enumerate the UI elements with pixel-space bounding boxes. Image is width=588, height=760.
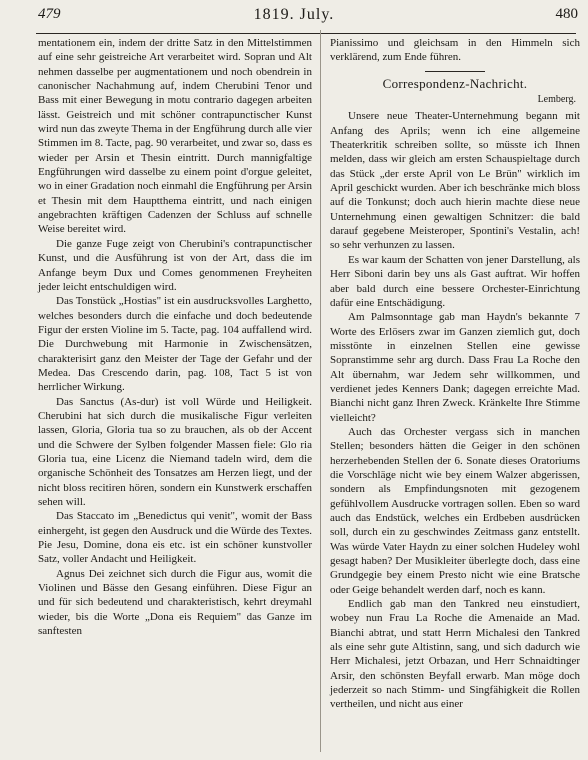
- dateline-place: Lemberg.: [537, 94, 576, 106]
- paragraph: mentationem ein, indem der dritte Satz in den Mittelstimmen auf eine sehr geistreiche Art verarbeitet wird. Sopran und Alt nehmen dasselbe per augmentationem und noch obendrein in canonischer Nachahmung auf, indem Cherubini Tenor und Bass mit einer Bewegung in motu contrario dagegen arbeiten lässt. Geistreich und mit schöner contrapunctischer Kunst wird nun das zweyte Thema in der Engführung durch alle vier Stimmen im 8. Tacte, pag. 90 verarbeitet, und zwar so, dass es wieder per Arsin et Thesin eintritt. Durch mannigfaltige Engführungen wird dasselbe zu einem point d'orgue geleitet, wo in einer Gradation noch einmahl die Engführung per Arsin et Thesin mit dem Hauptthema eintritt, und nach einigen angebrachten kräftigen Cadenzen der Schluss auf schnelle Weise bereitet wird.: [38, 37, 312, 236]
- page-number-right: 480: [555, 6, 578, 22]
- left-column: [38, 36, 312, 638]
- section-title: Correspondenz-Nachricht.: [382, 75, 528, 91]
- paragraph: Es war kaum der Schatten von jener Darstellung, als Herr Siboni darin bey uns als Gast auftrat. Wir hoffen aber bald durch eine bessere Orchester-Einrichtung dafür eine Entschädigung.: [330, 253, 580, 309]
- paragraph: Das Sanctus (As-dur) ist voll Würde und Heiligkeit. Cherubini hat sich durch die musikalische Figur verleiten lassen, Gloria, Gloria tua so zu brauchen, als ob der Accent und die Schwere der Sylben folgender Massen fiele: Glo ria Gloria tua, eine Licenz die Niemand tadeln wird, dem die organische Schönheit des Tonsatzes am Herzen liegt, und der nicht bloss recitiren hören, sondern ein Kunstwerk erschaffen sehen will.: [38, 395, 312, 508]
- column-divider: [320, 30, 321, 752]
- running-header: [0, 4, 588, 34]
- paragraph: Endlich gab man den Tankred neu einstudiert, wobey nun Frau La Roche die Amenaide an Mad. Bianchi abtrat, und statt Herrn Michalesi den Tankred als eine sehr gute Altistinn, sang, und sich dadurch wie Herr Michalesi, jetzt Orbazan, und Herr Schnaidtinger Arsir, den schönsten Beyfall erwarb. Man möge doch jederzeit so nach Stimm- und Singfähigkeit die Rollen vertheilen, und nicht aus einer: [330, 598, 580, 711]
- header-rule: [36, 33, 576, 34]
- paragraph: Am Palmsonntage gab man Haydn's bekannte 7 Worte des Erlösers zwar im Ganzen ziemlich gut, doch misstönte in einzelnen Stellen eine gewisse Sopranstimme sehr arg durch. Dass Frau La Roche den Alt übernahm, war Jedem sehr willkommen, und verdienet jedes Kenners Dank; dagegen erreichte Mad. Bianchi nicht ganz Ihren Zweck. Kränkelte Ihre Stimme vielleicht?: [330, 311, 580, 424]
- paragraph: Agnus Dei zeichnet sich durch die Figur aus, womit die Violinen und Bässe den Gesang einführen. Diese Figur an und für sich bedeutend und charakteristisch, kehrt dreymahl wieder, bis die Worte „Dona eis Requiem" das Ganze im sanftesten: [38, 567, 312, 638]
- page-number-left: 479: [38, 6, 61, 22]
- paragraph: Unsere neue Theater-Unternehmung begann mit Anfang des Aprils; wenn ich eine allgemeine Theaterkritik schreiben sollte, so müsste ich Ihnen melden, dass wir gleich am ersten Schauspieltage durch das Stück „der erste April von Le Brün" wirklich im April geschickt wurden. Aber ich beschränke mich bloss auf die Tonkunst; doch auch hierin machte diese neue Unternehmung einen gewaltigen Schnitzer: die bald darauf gegebene Meisteroper, Spontini's Vestalin, ach! so sehr verhunzen zu lassen.: [330, 110, 580, 252]
- paragraph: Die ganze Fuge zeigt von Cherubini's contrapunctischer Kunst, und die Ausführung ist von der Art, dass die im Anfange beym Dux und Comes genommenen Freyheiten jeder leicht entschuldigen wird.: [38, 237, 312, 293]
- continuation-paragraph: Pianissimo und gleichsam in den Himmeln sich verklärend, zum Ende führen.: [330, 37, 580, 64]
- right-column: [330, 36, 580, 712]
- paragraph: Auch das Orchester vergass sich in manchen Stellen; besonders hätten die Geiger in den schönen herzerhebenden Stellen der 6. Sonate dieses Oratoriums die Vorschläge nicht wie bey einem Walzer abgerissen, sondern als Empfindungsnoten mit gezogenem gefühlvollem Ausdrucke vortragen sollen. Eben so ward auch das Endstück, welches ein Erdbeben ausdrücken soll, durch ein zu geschwindes Zeitmass ganz entstellt. Was würde Vater Haydn zu einer solchen Hudeley wohl gesagt haben? Der Musikleiter überlegte doch, dass eine Grundgegie bey einem Presto nicht wie eine Bratsche oder Geige behandelt werden darf, noch es kann.: [330, 425, 580, 596]
- paragraph: Das Tonstück „Hostias" ist ein ausdrucksvolles Larghetto, welches besonders durch die einfache und doch bedeutende Figur der ersten Violine im 5. Tacte, pag. 104 auffallend wird. Die Durchwebung mit Harmonie in Zwischensätzen, charakterisirt ganz den Meister der Tage der Gefahr und der Medea. Das Crescendo darin, pag. 108, Tact 5 ist von herrlicher Wirkung.: [38, 295, 312, 394]
- header-date-title: 1819. July.: [253, 6, 335, 23]
- section-rule: [425, 71, 485, 72]
- paragraph: Das Staccato im „Benedictus qui venit", womit der Bass einhergeht, ist gegen den Ausdruck und die Würde des Textes. Pie Jesu, Domine, dona eis etc. ist ein schöner kunstvoller Satz, voller Andacht und Heiligkeit.: [38, 510, 312, 566]
